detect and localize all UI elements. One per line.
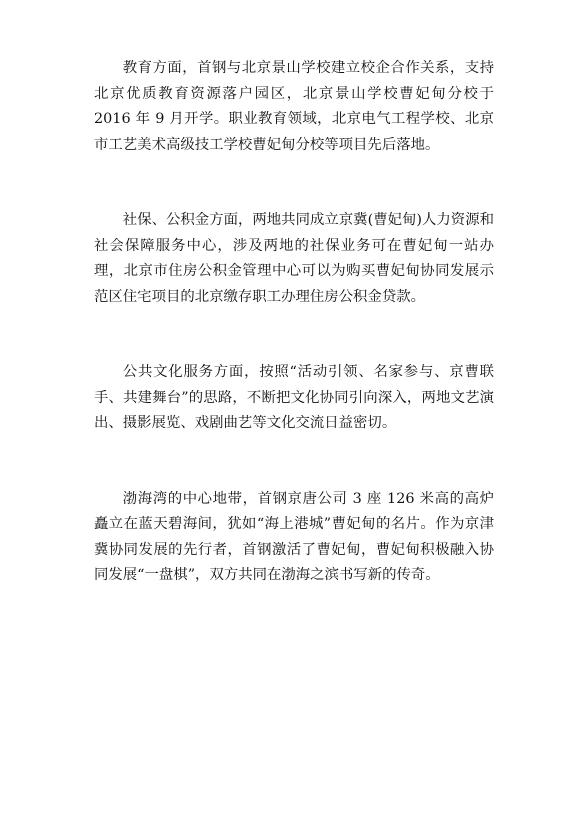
paragraph-social-security: 社保、公积金方面，两地共同成立京冀(曹妃甸)人力资源和社会保障服务中心，涉及两地的社保业务可在曹妃甸一站办理，北京市住房公积金管理中心可以为购买曹妃甸协同发展示范区住宅项目的北京缴存职工办理住房公积金贷款。: [94, 212, 494, 305]
paragraph-education: 教育方面，首钢与北京景山学校建立校企合作关系，支持北京优质教育资源落户园区，北京景山学校曹妃甸分校于 2016 年 9 月开学。职业教育领域，北京电气工程学校、北京市工艺美术高级技工学校曹妃甸分校等项目先后落地。: [94, 60, 494, 153]
paragraph-public-culture: 公共文化服务方面，按照“活动引领、名家参与、京曹联手、共建舞台”的思路，不断把文化协同引向深入，两地文艺演出、摄影展览、戏剧曲艺等文化交流日益密切。: [94, 364, 494, 431]
paragraph-bohai-bay: 渤海湾的中心地带，首钢京唐公司 3 座 126 米高的高炉矗立在蓝天碧海间，犹如“海上港城”曹妃甸的名片。作为京津冀协同发展的先行者，首钢激活了曹妃甸，曹妃甸积极融入协同发展“一盘棋”，双方共同在渤海之滨书写新的传奇。: [94, 490, 494, 583]
